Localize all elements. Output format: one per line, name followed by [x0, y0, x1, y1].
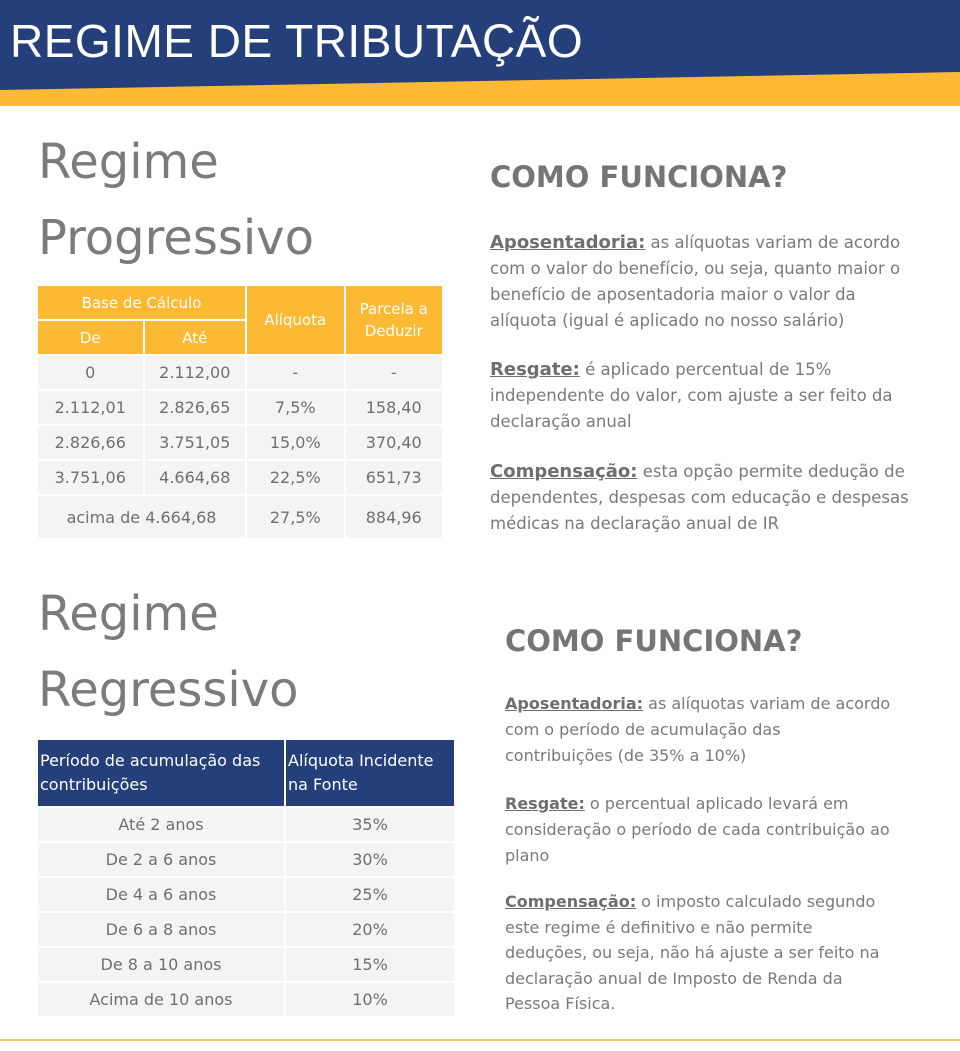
- progressive-table: [36, 284, 444, 540]
- text-line: com o valor do benefício, ou seja, quanto maior o: [490, 259, 901, 278]
- header-parcela: [346, 286, 443, 354]
- text-line: esta opção permite dedução de: [637, 462, 905, 481]
- cell-parcela: 884,96: [346, 496, 443, 538]
- table-row: [38, 496, 442, 538]
- cell-periodo: Acima de 10 anos: [38, 983, 284, 1016]
- cell-aliquota: 20%: [286, 913, 454, 946]
- cell-aliquota: 25%: [286, 878, 454, 911]
- cell-ate: 4.664,68: [145, 461, 246, 494]
- text-line: dependentes, despesas com educação e despesas: [490, 488, 909, 507]
- term-compensacao: Compensação:: [490, 461, 638, 482]
- cell-aliquota: 22,5%: [247, 461, 343, 494]
- header-banner: [0, 0, 960, 108]
- text-line: declaração anual: [490, 412, 632, 431]
- regressivo-aposentadoria-text: [505, 691, 890, 769]
- header-ate: Até: [145, 321, 246, 354]
- header-de: De: [38, 321, 143, 354]
- text-line: deduções, ou seja, não há ajuste a ser feito na: [505, 943, 880, 962]
- text-line: médicas na declaração anual de IR: [490, 514, 780, 533]
- cell-ate: 2.826,65: [145, 391, 246, 424]
- table-row: [38, 983, 454, 1016]
- progressivo-resgate-text: [490, 357, 893, 435]
- cell-de: 2.112,01: [38, 391, 143, 424]
- text-line: com o período de acumulação das: [505, 720, 781, 739]
- cell-de: 0: [38, 356, 143, 389]
- cell-parcela: 370,40: [346, 426, 443, 459]
- cell-periodo: De 8 a 10 anos: [38, 948, 284, 981]
- cell-aliquota: 15,0%: [247, 426, 343, 459]
- cell-periodo: De 6 a 8 anos: [38, 913, 284, 946]
- text-line: Pessoa Física.: [505, 994, 616, 1013]
- progressivo-aposentadoria-text: [490, 230, 900, 334]
- regressivo-compensacao-text: [505, 889, 879, 1017]
- text-line: independente do valor, com ajuste a ser feito da: [490, 386, 893, 405]
- text-line: este regime é definitivo e não permite: [505, 917, 813, 937]
- how-it-works-title-regressivo: COMO FUNCIONA?: [505, 624, 803, 658]
- header-aliquota-line1: Alíquota Incidente: [288, 751, 434, 770]
- header-parcela-line1: Parcela a: [359, 300, 428, 318]
- table-row: [38, 391, 442, 424]
- cell-de: 2.826,66: [38, 426, 143, 459]
- text-line: declaração anual de Imposto de Renda da: [505, 968, 843, 988]
- term-resgate: Resgate:: [505, 794, 585, 813]
- section-title-regressivo-line2: Regressivo: [38, 662, 299, 718]
- header-aliquota-line2: na Fonte: [288, 775, 358, 794]
- cell-parcela: 651,73: [346, 461, 443, 494]
- table-row: [38, 843, 454, 876]
- progressivo-compensacao-text: [490, 459, 909, 537]
- header-base-calculo: Base de Cálculo: [38, 286, 245, 319]
- header-aliquota-fonte: [286, 740, 454, 806]
- regressive-table: [36, 738, 456, 1018]
- table-row: [38, 808, 454, 841]
- cell-parcela: 158,40: [346, 391, 443, 424]
- table-row: [38, 878, 454, 911]
- table-row: [38, 426, 442, 459]
- section-title-progressivo-line1: Regime: [38, 134, 219, 190]
- term-aposentadoria: Aposentadoria:: [490, 232, 646, 253]
- cell-aliquota: 35%: [286, 808, 454, 841]
- header-periodo: [38, 740, 284, 806]
- cell-aliquota: 10%: [286, 983, 454, 1016]
- cell-range: acima de 4.664,68: [38, 496, 245, 538]
- text-line: contribuições (de 35% a 10%): [505, 746, 747, 765]
- section-title-regressivo-line1: Regime: [38, 586, 219, 642]
- cell-parcela: -: [346, 356, 443, 389]
- regressivo-resgate-text: [505, 791, 890, 869]
- header-parcela-line2: Deduzir: [364, 322, 423, 340]
- text-line: plano: [505, 846, 550, 865]
- header-aliquota: Alíquota: [247, 286, 343, 354]
- cell-aliquota: 15%: [286, 948, 454, 981]
- cell-aliquota: -: [247, 356, 343, 389]
- table-row: [38, 356, 442, 389]
- cell-aliquota: 27,5%: [247, 496, 343, 538]
- table-row: [38, 913, 454, 946]
- cell-aliquota: 7,5%: [247, 391, 343, 424]
- section-title-progressivo-line2: Progressivo: [38, 210, 314, 266]
- cell-ate: 2.112,00: [145, 356, 246, 389]
- text-line: benefício de aposentadoria maior o valor da: [490, 285, 856, 304]
- header-periodo-line1: Período de acumulação das: [40, 751, 261, 770]
- text-line: alíquota (igual é aplicado no nosso salário): [490, 311, 845, 330]
- text-line: consideração o período de cada contribuição ao: [505, 820, 890, 839]
- term-compensacao: Compensação:: [505, 892, 637, 911]
- cell-de: 3.751,06: [38, 461, 143, 494]
- header-periodo-line2: contribuições: [40, 775, 148, 794]
- text-line: o percentual aplicado levará em: [584, 794, 849, 813]
- cell-periodo: De 4 a 6 anos: [38, 878, 284, 911]
- text-line: o imposto calculado segundo: [636, 892, 876, 911]
- cell-periodo: De 2 a 6 anos: [38, 843, 284, 876]
- cell-periodo: Até 2 anos: [38, 808, 284, 841]
- cell-ate: 3.751,05: [145, 426, 246, 459]
- term-resgate: Resgate:: [490, 359, 580, 380]
- text-line: é aplicado percentual de 15%: [579, 360, 832, 379]
- table-row: [38, 948, 454, 981]
- how-it-works-title-progressivo: COMO FUNCIONA?: [490, 160, 788, 194]
- page-title: REGIME DE TRIBUTAÇÃO: [10, 15, 584, 67]
- term-aposentadoria: Aposentadoria:: [505, 694, 644, 713]
- table-row: [38, 461, 442, 494]
- text-line: as alíquotas variam de acordo: [645, 233, 901, 252]
- text-line: as alíquotas variam de acordo: [643, 694, 891, 713]
- cell-aliquota: 30%: [286, 843, 454, 876]
- bottom-divider: [0, 1039, 960, 1041]
